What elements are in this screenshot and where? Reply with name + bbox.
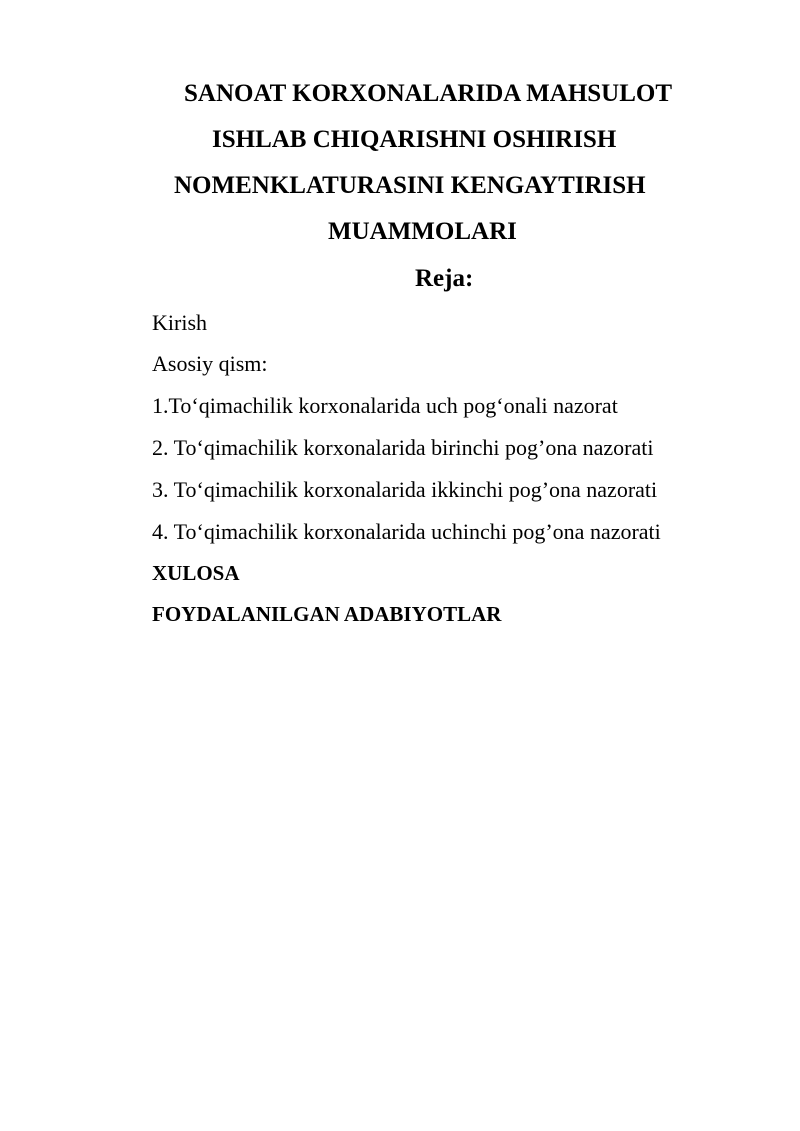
plan-item-4: 4. To‘qimachilik korxonalarida uchinchi pog’ona nazorati [152,519,661,544]
plan-item-references: FOYDALANILGAN ADABIYOTLAR [152,602,502,626]
plan-item-2: 2. To‘qimachilik korxonalarida birinchi pog’ona nazorati [152,435,654,460]
plan-heading: Reja: [415,265,474,292]
plan-item-introduction: Kirish [152,310,207,335]
document-title-line-2: ISHLAB CHIQARISHNI OSHIRISH [212,126,617,153]
plan-item-1: 1.To‘qimachilik korxonalarida uch pog‘onali nazorat [152,393,618,418]
plan-item-main-part: Asosiy qism: [152,351,268,376]
plan-item-3: 3. To‘qimachilik korxonalarida ikkinchi pog’ona nazorati [152,477,658,502]
plan-item-conclusion: XULOSA [152,561,240,585]
document-title-line-4: MUAMMOLARI [328,218,517,245]
document-title-line-3: NOMENKLATURASINI KENGAYTIRISH [174,172,646,199]
document-title-line-1: SANOAT KORXONALARIDA MAHSULOT [184,80,673,107]
